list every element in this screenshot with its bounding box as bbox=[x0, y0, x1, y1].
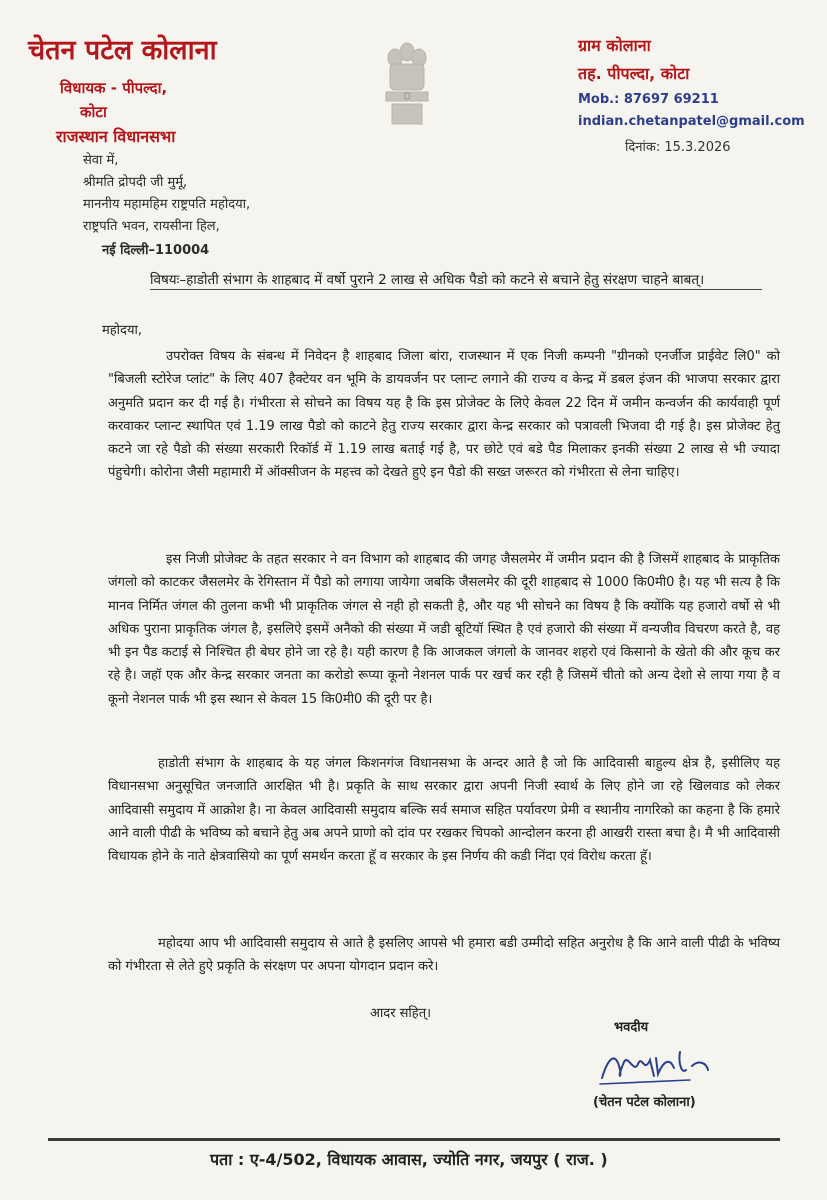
signatory-name: (चेतन पटेल कोलाना) bbox=[593, 1095, 696, 1110]
letterhead-mobile: Mob.: 87697 69211 bbox=[578, 92, 719, 107]
yours-faithfully: भवदीय bbox=[614, 1020, 649, 1035]
recipient-line-1: सेवा में, bbox=[83, 153, 119, 168]
recipient-line-2: श्रीमति द्रोपदी जी मुर्मू, bbox=[83, 175, 188, 190]
letter-subject: विषयः–हाडोती संभाग के शाहबाद में वर्षो पुराने 2 लाख से अधिक पैडो को कटने से बचाने हेतु संरक्षण चाहने बाबत्। bbox=[150, 272, 705, 288]
recipient-line-3: माननीय महामहिम राष्ट्रपति महोदया, bbox=[83, 197, 251, 212]
letter-date: दिनांक: 15.3.2026 bbox=[625, 140, 731, 155]
handwritten-signature bbox=[594, 1040, 714, 1090]
closing-phrase: आदर सहित्। bbox=[370, 1006, 432, 1021]
national-emblem-icon bbox=[376, 40, 438, 132]
body-paragraph-1: उपरोक्त विषय के संबन्ध में निवेदन है शाहबाद जिला बांरा, राजस्थान में एक निजी कम्पनी "ग्रीनको एनर्जीज प्राईवेट लि0" को "बिजली स्टोरेज प्लांट" के लिए 407 हैक्टेयर वन भूमि के डायवर्जन पर प्लान्ट लगाने की राज्य व केन्द्र में डबल इंजन की भाजपा सरकार द्वारा अनुमति प्रदान कर दी गई है। गंभीरता से सोचने का विषय यह है कि इस प्रोजेक्ट के लिऐ केवल 22 दिन में जमीन कन्वर्जन की कार्यवाही पूर्ण करवाकर प्लान्ट स्थापित एवं 1.19 लाख पैडो को काटने हेतु राज्य सरकार द्वारा केन्द्र सरकार को पत्रावली भिजवा दी गई है। इस प्रोजेक्ट हेतु कटने जा रहे पैडो की संख्या सरकारी रिकॉर्ड में 1.19 लाख बताई गई है, पर छोटे एवं बडे पैड मिलाकर इनकी संख्या 2 लाख से भी ज्यादा पंहुचेगी। कोरोना जैसी महामारी में ऑक्सीजन के महत्त्व को देखते हुऐ इन पैडो की सख्त जरूरत को गंभीरता से लेना चाहिए। bbox=[108, 349, 780, 481]
recipient-line-4: राष्ट्रपति भवन, रायसीना हिल, bbox=[83, 219, 220, 234]
salutation: महोदया, bbox=[102, 323, 142, 338]
letterhead-tehsil: तह. पीपल्दा, कोटा bbox=[578, 64, 690, 83]
recipient-line-5: नई दिल्ली–110004 bbox=[102, 243, 210, 258]
letterhead-city: कोटा bbox=[80, 103, 107, 121]
letterhead-post: विधायक - पीपल्दा, bbox=[60, 79, 168, 97]
body-paragraph-2: इस निजी प्रोजेक्ट के तहत सरकार ने वन विभाग को शाहबाद की जगह जैसलमेर में जमीन प्रदान की है जिसमें शाहबाद के प्राकृतिक जंगलो को काटकर जैसलमेर के रेगिस्तान में पैडो को लगाया जायेगा जबकि जैसलमेर की दूरी शाहबाद से 1000 कि0मी0 है। यह भी सत्य है कि मानव निर्मित जंगल की तुलना कभी भी प्राकृतिक जंगल से नही हो सकती है, और यह भी सोचने का विषय है कि क्योंकि यह हजारो वर्षो से भी अधिक पुराना प्राकृतिक जंगल है, इसलिऐ इसमें अनैको की संख्या में जडी बूटियॉ स्थित है एवं हजारो की संख्या में वन्यजीव विचरण करते है, वह भी इन पैड कटाई से निश्चित ही बेघर होने जा रहे है। यही कारण है कि आजकल जंगलो के जानवर शहरो एवं किसानो के खेतो की और कूच कर रहे है। जहॉ एक और केन्द्र सरकार जनता का करोडो रूप्या कूनो नेशनल पार्क पर खर्च कर रही है जिसमें चीतो को अन्य देशो से लाया गया है व कूनो नेशनल पार्क भी इस स्थान से केवल 15 कि0मी0 की दूरी पर है। bbox=[108, 552, 780, 707]
footer-divider bbox=[48, 1138, 780, 1141]
footer-address: पता : ए-4/502, विधायक आवास, ज्योति नगर, जयपुर ( राज. ) bbox=[210, 1150, 608, 1169]
body-paragraph-4: महोदया आप भी आदिवासी समुदाय से आते है इसलिए आपसे भी हमारा बडी उम्मीदो सहित अनुरोध है कि आने वाली पीढी के भविष्य को गंभीरता से लेते हुऐ प्रकृति के संरक्षण पर अपना योगदान प्रदान करे। bbox=[108, 936, 780, 975]
letterhead-assembly: राजस्थान विधानसभा bbox=[56, 127, 176, 146]
subject-underline bbox=[150, 289, 762, 290]
body-paragraph-3: हाडोती संभाग के शाहबाद के यह जंगल किशनगंज विधानसभा के अन्दर आते है जो कि आदिवासी बाहुल्य क्षेत्र है, इसीलिए यह विधानसभा अनुसूचित जनजाति आरक्षित भी है। प्रकृति के साथ सरकार द्वारा अपनी निजी स्वार्थ के लिए होने जा रहे खिलवाड को लेकर आदिवासी समुदाय में आक्रोश है। ना केवल आदिवासी समुदाय बल्कि सर्व समाज सहित पर्यावरण प्रेमी व स्थानीय नागरिको का कहना है कि हमारे आने वाली पीढी के भविष्य को बचाने हेतु अब अपने प्राणो को दांव पर रखकर चिपको आन्दोलन करना ही आखरी रास्ता बचा है। मै भी आदिवासी विधायक होने के नाते क्षेत्रवासियो का पूर्ण समर्थन करता हूॅ व सरकार के इस निर्णय की कडी निंदा एवं विरोध करता हूॅ। bbox=[108, 756, 780, 865]
letterhead-name: चेतन पटेल कोलाना bbox=[28, 35, 217, 66]
letterhead-email: indian.chetanpatel@gmail.com bbox=[578, 114, 805, 129]
letterhead-village: ग्राम कोलाना bbox=[578, 36, 651, 55]
